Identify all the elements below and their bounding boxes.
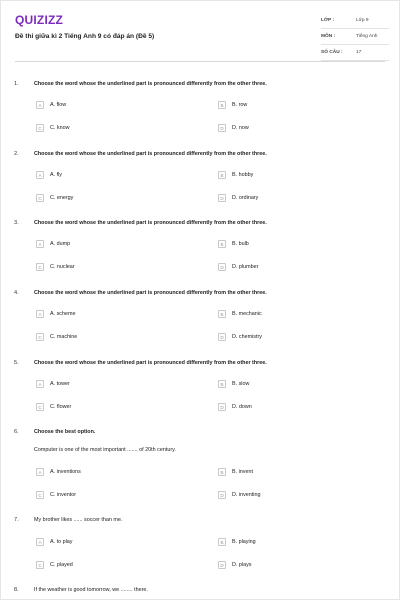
option-d[interactable] [218,402,252,412]
option-d[interactable] [218,560,251,570]
option-b[interactable] [218,379,249,389]
brand-logo[interactable]: QUIZIZZ [15,13,64,27]
meta-value: Tiếng Anh [356,34,378,39]
option-letter-box: B [218,310,226,318]
option-c[interactable] [36,262,75,272]
option-d[interactable] [218,193,258,203]
meta-value: Lớp 9 [356,18,369,23]
option-text: A. dump [50,241,71,247]
option-b[interactable] [218,170,253,180]
option-a[interactable] [36,379,70,389]
question-number: 6. [14,429,19,435]
question-text: If the weather is good tomorrow, we ........ there. [34,587,148,593]
question-text: Choose the word whose the underlined part is pronounced differently from the other three. [34,81,267,87]
option-text: A. flow [50,102,67,108]
option-text: C. know [50,125,70,131]
option-letter-box: C [36,124,44,132]
question-number: 7. [14,517,19,523]
option-b[interactable] [218,309,262,319]
option-c[interactable] [36,123,69,133]
option-text: B. hobby [232,172,254,178]
question-number: 4. [14,290,19,296]
option-text: C. nuclear [50,264,75,270]
option-letter-box: A [36,240,44,248]
option-letter-box: B [218,171,226,179]
option-letter-box: B [218,380,226,388]
option-text: B. invent [232,469,253,475]
meta-value: 17 [356,50,362,55]
option-text: C. inventor [50,492,77,498]
question-text: Choose the word whose the underlined part is pronounced differently from the other three. [34,151,267,157]
option-c[interactable] [36,193,73,203]
option-text: A. scheme [50,311,76,317]
option-text: D. inventing [232,492,261,498]
meta-row-subject [321,29,389,45]
option-b[interactable] [218,100,247,110]
option-text: C. machine [50,334,78,340]
option-text: B. mechanic [232,311,262,317]
question-text: My brother likes ...... soccer than me. [34,517,123,523]
option-letter-box: D [218,124,226,132]
option-d[interactable] [218,490,260,500]
question-text: Choose the word whose the underlined part is pronounced differently from the other three. [34,220,267,226]
option-text: C. played [50,562,73,568]
option-b[interactable] [218,537,256,547]
option-a[interactable] [36,239,70,249]
meta-key: SỐ CÂU : [321,50,343,55]
option-text: A. inventions [50,469,81,475]
option-letter-box: C [36,263,44,271]
option-letter-box: C [36,333,44,341]
option-c[interactable] [36,332,77,342]
option-text: B. playing [232,539,256,545]
option-letter-box: D [218,491,226,499]
option-letter-box: D [218,194,226,202]
page-title: Đề thi giữa kì 2 Tiếng Anh 9 có đáp án (Đề 5) [15,33,155,40]
option-letter-box: D [218,263,226,271]
option-text: D. plays [232,562,252,568]
option-letter-box: B [218,538,226,546]
question-number: 5. [14,360,19,366]
option-c[interactable] [36,490,76,500]
option-d[interactable] [218,262,258,272]
option-d[interactable] [218,332,262,342]
option-c[interactable] [36,560,73,570]
meta-row-count [321,45,389,61]
meta-row-class [321,13,389,29]
question-number: 3. [14,220,19,226]
question-number: 2. [14,151,19,157]
option-letter-box: D [218,561,226,569]
option-letter-box: B [218,101,226,109]
option-a[interactable] [36,170,62,180]
option-a[interactable] [36,309,75,319]
option-letter-box: C [36,491,44,499]
option-d[interactable] [218,123,249,133]
option-text: B. bulb [232,241,249,247]
option-text: A. to play [50,539,73,545]
option-letter-box: A [36,171,44,179]
option-a[interactable] [36,100,66,110]
option-letter-box: D [218,333,226,341]
question-number: 1. [14,81,19,87]
question-text: Choose the word whose the underlined part is pronounced differently from the other three. [34,360,267,366]
option-letter-box: A [36,380,44,388]
option-text: D. chemistry [232,334,262,340]
option-letter-box: C [36,403,44,411]
option-text: D. now [232,125,249,131]
meta-key: MÔN : [321,34,336,39]
meta-key: LỚP : [321,18,335,23]
option-letter-box: A [36,538,44,546]
option-text: C. energy [50,195,74,201]
option-b[interactable] [218,239,249,249]
option-text: B. slow [232,381,250,387]
quiz-meta-table [321,13,389,61]
option-letter-box: A [36,101,44,109]
header-divider [15,61,385,62]
option-letter-box: B [218,240,226,248]
option-letter-box: D [218,403,226,411]
option-b[interactable] [218,467,253,477]
option-text: B. row [232,102,248,108]
question-prompt: Computer is one of the most important ....... of 20th century. [34,447,176,453]
question-text: Choose the best option. [34,429,96,435]
option-letter-box: C [36,194,44,202]
option-a[interactable] [36,467,81,477]
option-letter-box: A [36,310,44,318]
option-a[interactable] [36,537,72,547]
option-letter-box: A [36,468,44,476]
question-text: Choose the word whose the underlined part is pronounced differently from the other three. [34,290,267,296]
option-c[interactable] [36,402,71,412]
option-letter-box: C [36,561,44,569]
option-text: C. flower [50,404,72,410]
option-letter-box: B [218,468,226,476]
option-text: D. down [232,404,252,410]
option-text: A. fly [50,172,62,178]
option-text: D. plumber [232,264,259,270]
option-text: A. tower [50,381,70,387]
option-text: D. ordinary [232,195,259,201]
question-number: 8. [14,587,19,593]
